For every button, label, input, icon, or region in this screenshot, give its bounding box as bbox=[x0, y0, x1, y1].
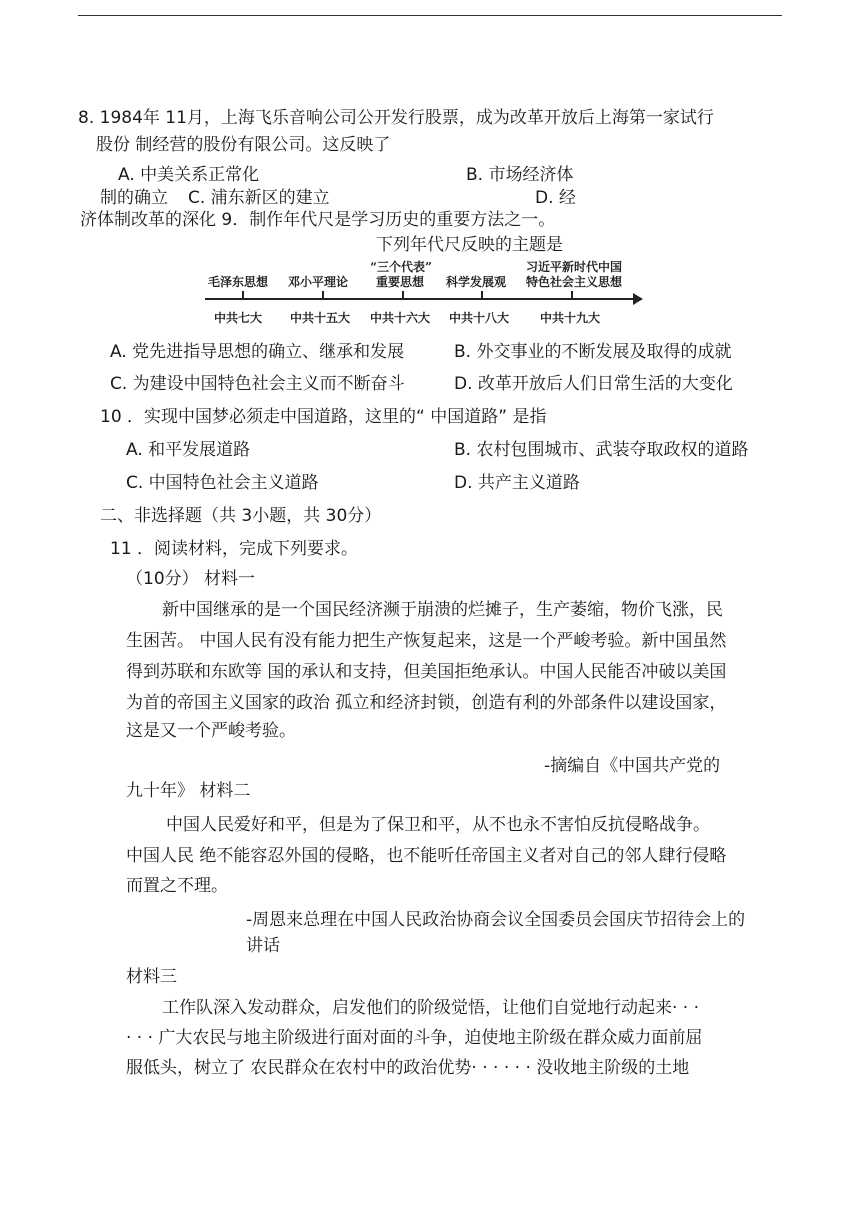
material3-line: 工作队深入发动群众，启发他们的阶级觉悟，让他们自觉地行动起来· · · bbox=[162, 998, 700, 1018]
material2-line: 而置之不理。 bbox=[126, 876, 228, 896]
top-rule bbox=[78, 15, 782, 16]
timeline-congress-15: 中共十五大 bbox=[290, 311, 351, 325]
timeline-label-xi: 习近平新时代中国 bbox=[526, 260, 623, 274]
q10-stem: 10 ．实现中国梦必须走中国道路，这里的“ 中国道路” 是指 bbox=[100, 407, 547, 427]
material1-line: 为首的帝国主义国家的政治 孤立和经济封锁，创造有利的外部条件以建设国家， bbox=[126, 693, 727, 713]
material3-line: 服低头，树立了 农民群众在农村中的政治优势· · · · · · 没收地主阶级的土地 bbox=[126, 1058, 690, 1078]
q9-option-c: C. 为建设中国特色社会主义而不断奋斗 bbox=[110, 374, 405, 394]
q8-option-d: D. 经 bbox=[535, 188, 576, 208]
q8-option-a: A. 中美关系正常化 bbox=[118, 165, 260, 185]
q8-q9-line: 济体制改革的深化 9．制作年代尺是学习历史的重要方法之一。 bbox=[80, 210, 556, 230]
material2-line: 中国人民爱好和平，但是为了保卫和平，从不也永不害怕反抗侵略战争。 bbox=[166, 815, 710, 835]
timeline-congress-7: 中共七大 bbox=[214, 311, 263, 325]
timeline-tick bbox=[322, 291, 324, 300]
timeline-label-mao: 毛泽东思想 bbox=[208, 275, 269, 289]
material1-line: 新中国继承的是一个国民经济濒于崩溃的烂摊子，生产萎缩，物价飞涨，民 bbox=[162, 600, 723, 620]
timeline-label-three-represents: “三个代表” bbox=[370, 260, 432, 274]
q10-option-d: D. 共产主义道路 bbox=[454, 473, 580, 493]
timeline-label-xi-2: 特色社会主义思想 bbox=[526, 275, 623, 289]
q11-stem: 11 ．阅读材料，完成下列要求。 bbox=[110, 539, 359, 559]
material3-line: · · · 广大农民与地主阶级进行面对面的斗争，迫使地主阶级在群众威力面前屈 bbox=[126, 1028, 703, 1048]
timeline-tick bbox=[242, 291, 244, 300]
q9-option-d: D. 改革开放后人们日常生活的大变化 bbox=[454, 374, 733, 394]
q8-option-b: B. 市场经济体 bbox=[466, 165, 574, 185]
section-heading: 二、非选择题（共 3小题，共 30分） bbox=[100, 506, 382, 526]
q11-score-material1: （10分） 材料一 bbox=[126, 569, 256, 589]
timeline-tick bbox=[571, 291, 573, 300]
material3-title: 材料三 bbox=[126, 967, 177, 987]
material1-line: 得到苏联和东欧等 国的承认和支持，但美国拒绝承认。中国人民能否冲破以美国 bbox=[126, 662, 727, 682]
material1-line: 生困苦。 中国人民有没有能力把生产恢复起来，这是一个严峻考验。新中国虽然 bbox=[126, 631, 727, 651]
material2-source-cont: 讲话 bbox=[246, 936, 280, 956]
material1-line: 这是又一个严峻考验。 bbox=[126, 721, 296, 741]
timeline-congress-16: 中共十六大 bbox=[370, 311, 431, 325]
material1-source: -摘编自《中国共产党的 bbox=[544, 756, 721, 776]
q10-option-c: C. 中国特色社会主义道路 bbox=[126, 473, 319, 493]
q10-option-a: A. 和平发展道路 bbox=[126, 440, 251, 460]
timeline-label-three-represents-2: 重要思想 bbox=[376, 275, 425, 289]
q8-stem-line2: 股份 制经营的股份有限公司。这反映了 bbox=[96, 135, 391, 155]
q8-option-c: C. 浦东新区的建立 bbox=[188, 188, 330, 208]
q9-option-a: A. 党先进指导思想的确立、继承和发展 bbox=[110, 342, 405, 362]
q9-stem: 下列年代尺反映的主题是 bbox=[376, 235, 563, 255]
timeline-tick bbox=[402, 291, 404, 300]
material2-source: -周恩来总理在中国人民政治协商会议全国委员会国庆节招待会上的 bbox=[246, 910, 746, 930]
timeline-label-scientific: 科学发展观 bbox=[446, 275, 507, 289]
q9-option-b: B. 外交事业的不断发展及取得的成就 bbox=[454, 342, 732, 362]
q8-option-b-cont: 制的确立 bbox=[100, 188, 168, 208]
q8-stem-line1: 8. 1984年 11月，上海飞乐音响公司公开发行股票，成为改革开放后上海第一家试行 bbox=[78, 108, 714, 128]
timeline-label-deng: 邓小平理论 bbox=[288, 275, 349, 289]
timeline-arrow-icon bbox=[633, 293, 643, 305]
material1-source-cont: 九十年》 材料二 bbox=[126, 781, 251, 801]
timeline-tick bbox=[481, 291, 483, 300]
material2-line: 中国人民 绝不能容忍外国的侵略，也不能听任帝国主义者对自己的邻人肆行侵略 bbox=[126, 846, 727, 866]
timeline-congress-19: 中共十九大 bbox=[540, 311, 601, 325]
q10-option-b: B. 农村包围城市、武装夺取政权的道路 bbox=[454, 440, 749, 460]
timeline-congress-18: 中共十八大 bbox=[449, 311, 510, 325]
